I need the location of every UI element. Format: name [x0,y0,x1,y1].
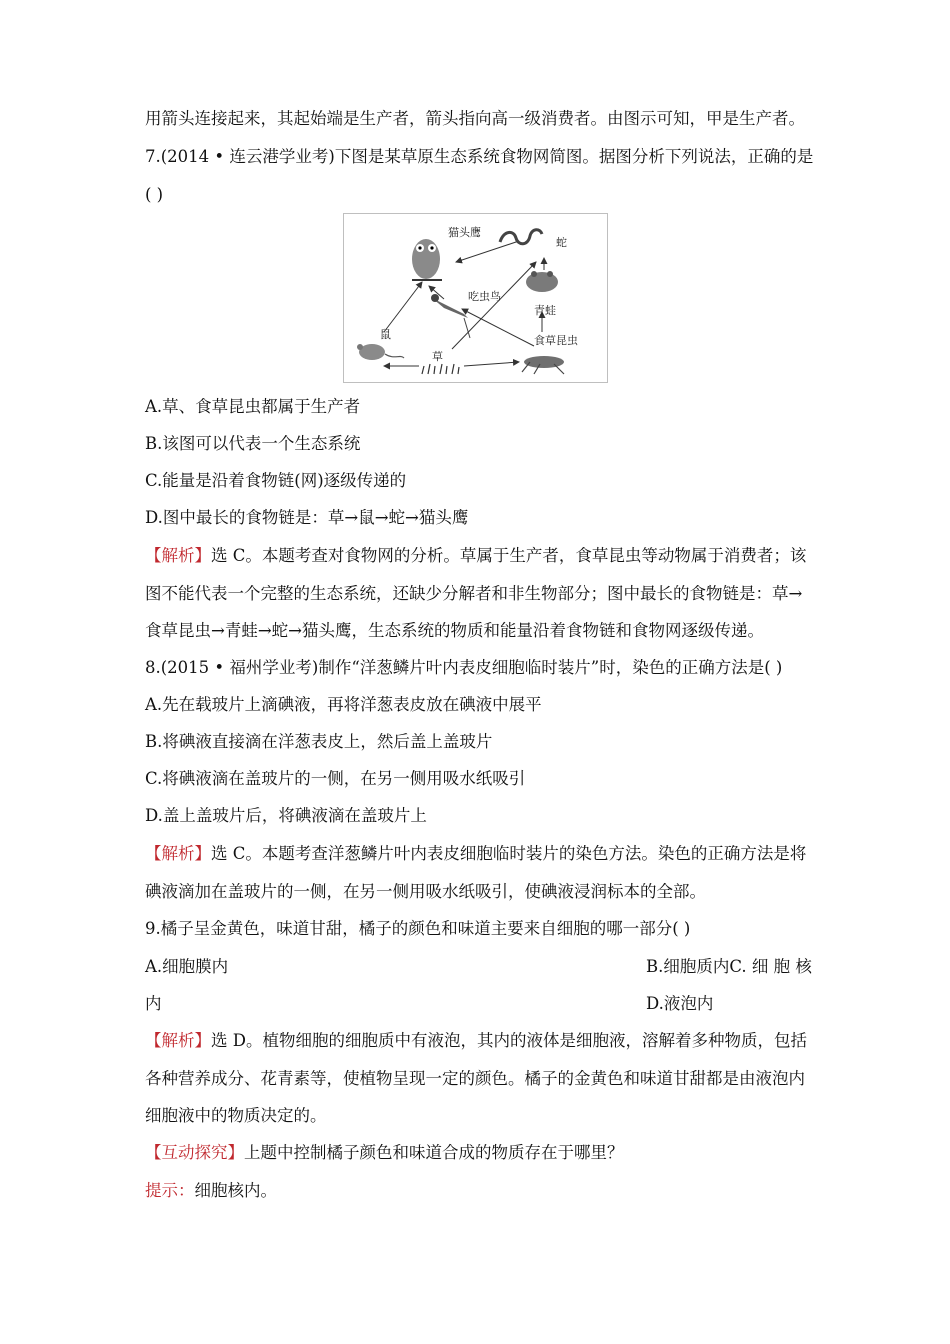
grasshopper-icon [522,356,564,374]
question-7-option-b: B.该图可以代表一个生态系统 [145,434,361,453]
analysis-tag: 【解析】 [145,546,211,565]
question-9-analysis-line-2: 各种营养成分、花青素等，使植物呈现一定的颜色。橘子的金黄色和味道甘甜都是由液泡内 [145,1069,805,1088]
question-9-analysis-line-3: 细胞液中的物质决定的。 [145,1106,327,1125]
label-mouse: 鼠 [380,328,391,341]
food-web-diagram [344,214,607,382]
question-8-option-a: A.先在载玻片上滴碘液，再将洋葱表皮放在碘液中展平 [145,695,542,714]
question-9-option-a: A.细胞膜内 [145,957,229,976]
hint: 提示：细胞核内。 [145,1181,277,1200]
question-9-option-bc: B.细胞质内C. 细 胞 核 [646,957,812,976]
arrow-grass-to-insect [464,362,519,366]
arrow-mouse-to-owl [384,282,422,332]
analysis-tag: 【解析】 [145,1031,211,1050]
snake-icon [500,230,542,244]
question-7-answer-paren: ( ) [145,185,164,204]
question-9-option-d: D.液泡内 [646,994,714,1013]
label-frog: 青蛙 [534,304,556,317]
arrow-snake-to-owl [456,241,519,262]
analysis-tag: 【解析】 [145,844,211,863]
question-9-option-c-continued: 内 [145,994,162,1013]
frog-icon [526,271,558,292]
question-7-stem: 7.(2014 • 连云港学业考)下图是某草原生态系统食物网简图。据图分析下列说法，正确的是 [145,147,814,166]
question-7-analysis-line-1: 【解析】选 C。本题考查对食物网的分析。草属于生产者，食草昆虫等动物属于消费者；该 [145,546,807,565]
question-8-option-c: C.将碘液滴在盖玻片的一侧，在另一侧用吸水纸吸引 [145,769,526,788]
question-7-analysis-line-3: 食草昆虫→青蛙→蛇→猫头鹰，生态系统的物质和能量沿着食物链和食物网逐级传递。 [145,621,764,640]
question-7-option-d: D.图中最长的食物链是：草→鼠→蛇→猫头鹰 [145,508,469,527]
food-web-arrows [384,241,544,366]
question-8-option-b: B.将碘液直接滴在洋葱表皮上，然后盖上盖玻片 [145,732,493,751]
owl-icon [412,239,442,280]
mouse-icon [357,344,404,360]
arrow-mouse-to-snake [452,262,536,349]
question-7-analysis-line-2: 图不能代表一个完整的生态系统，还缺少分解者和非生物部分；图中最长的食物链是：草→ [145,584,803,603]
label-bird: 吃虫鸟 [468,290,501,303]
question-8-analysis-line-1: 【解析】选 C。本题考查洋葱鳞片叶内表皮细胞临时装片的染色方法。染色的正确方法是将 [145,844,807,863]
question-9-stem: 9.橘子呈金黄色，味道甘甜，橘子的颜色和味道主要来自细胞的哪一部分( ) [145,919,691,938]
explore-tag: 【互动探究】 [145,1143,244,1162]
hint-tag: 提示： [145,1181,195,1200]
label-snake: 蛇 [556,236,567,249]
question-8-analysis-line-2: 碘液滴加在盖玻片的一侧，在另一侧用吸水纸吸引，使碘液浸润标本的全部。 [145,882,706,901]
question-8-stem: 8.(2015 • 福州学业考)制作“洋葱鳞片叶内表皮细胞临时装片”时，染色的正确方法是( ) [145,658,783,677]
label-grass: 草 [432,350,443,363]
question-7-option-c: C.能量是沿着食物链(网)逐级传递的 [145,471,407,490]
grass-icon [422,364,459,374]
intro-text: 用箭头连接起来，其起始端是生产者，箭头指向高一级消费者。由图示可知，甲是生产者。 [145,109,805,128]
food-web-figure [343,213,608,383]
interactive-exploration: 【互动探究】上题中控制橘子颜色和味道合成的物质存在于哪里？ [145,1143,624,1162]
question-9-analysis-line-1: 【解析】选 D。植物细胞的细胞质中有液泡，其内的液体是细胞液，溶解着多种物质，包括 [145,1031,807,1050]
question-7-option-a: A.草、食草昆虫都属于生产者 [145,397,361,416]
label-owl: 猫头鹰 [448,226,481,239]
question-8-option-d: D.盖上盖玻片后，将碘液滴在盖玻片上 [145,806,427,825]
label-insect: 食草昆虫 [534,334,578,347]
